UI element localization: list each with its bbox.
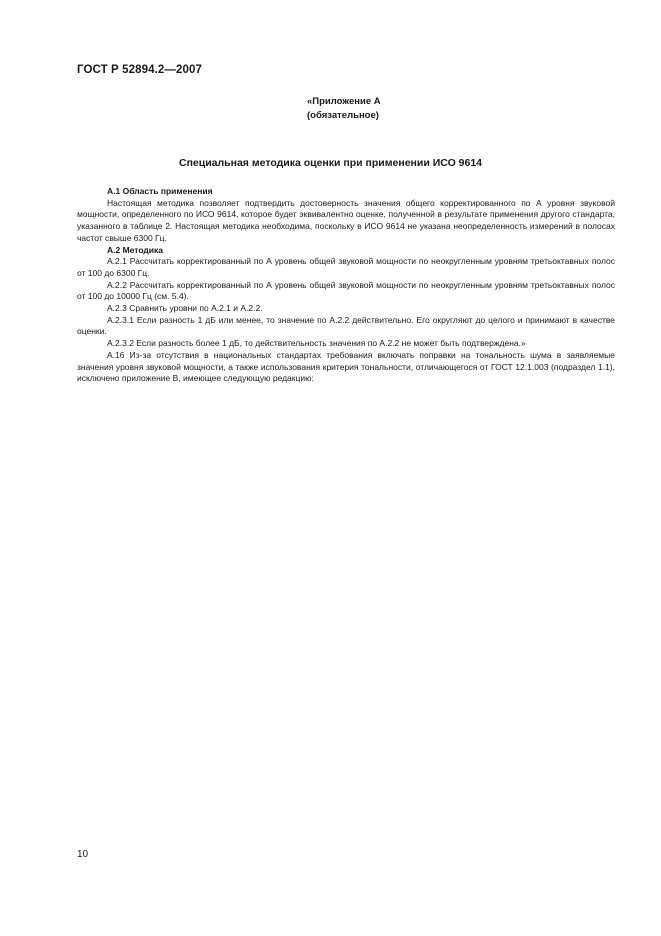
section-title: Специальная методика оценки при применении ИСО 9614 <box>178 157 483 169</box>
annex-title: «Приложение А <box>307 96 381 107</box>
document-body <box>77 186 615 385</box>
subsection-heading: А.1 Область применения <box>107 186 213 196</box>
paragraph: А.2.1 Рассчитать корректированный по А уровень общей звуковой мощности по неокругленным уровням третьоктавных полос от 100 до 6300 Гц. <box>77 256 615 278</box>
standard-header: ГОСТ Р 52894.2—2007 <box>77 64 202 76</box>
paragraph: А.2.2 Рассчитать корректированный по А уровень общей звуковой мощности по неокругленным уровням третьоктавных полос от 100 до 10000 Гц (см. 5.4). <box>77 279 615 302</box>
paragraph: А.16 Из-за отсутствия в национальных стандартах требования включать поправки на тональность шума в заявляемые значения уровня звуковой мощности, а также использования критерия тональности, отличающегося от ГОСТ 12.1.003 (подраздел 1.1), исключено приложение В, имеющее следующую редакцию: <box>77 349 615 384</box>
paragraph: А.2.3 Сравнить уровни по А.2.1 и А.2.2. <box>107 303 263 314</box>
subsection-heading: А.2 Методика <box>107 244 164 255</box>
paragraph: Настоящая методика позволяет подтвердить достоверность значения общего корректированного по А уровня звуковой мощности, определенного по ИСО 9614, которое будет эквивалентно оценке, полученной в результате применения другого стандарта, указанного в таблице 2. Настоящая методика необходима, поскольку в ИСО 9614 не указана неопределенность измерений в полосах частот свыше 6300 Гц. <box>77 197 615 243</box>
paragraph: А.2.3.2 Если разность более 1 дБ, то действительность значения по А.2.2 не может быть подтверждена.» <box>107 338 526 349</box>
paragraph: А.2.3.1 Если разность 1 дБ или менее, то значение по А.2.2 действительно. Его округляют до целого и принимают в качестве оценки. <box>77 314 615 337</box>
annex-label <box>307 95 381 123</box>
page-number: 10 <box>77 849 89 860</box>
annex-status: (обязательное) <box>307 110 379 121</box>
